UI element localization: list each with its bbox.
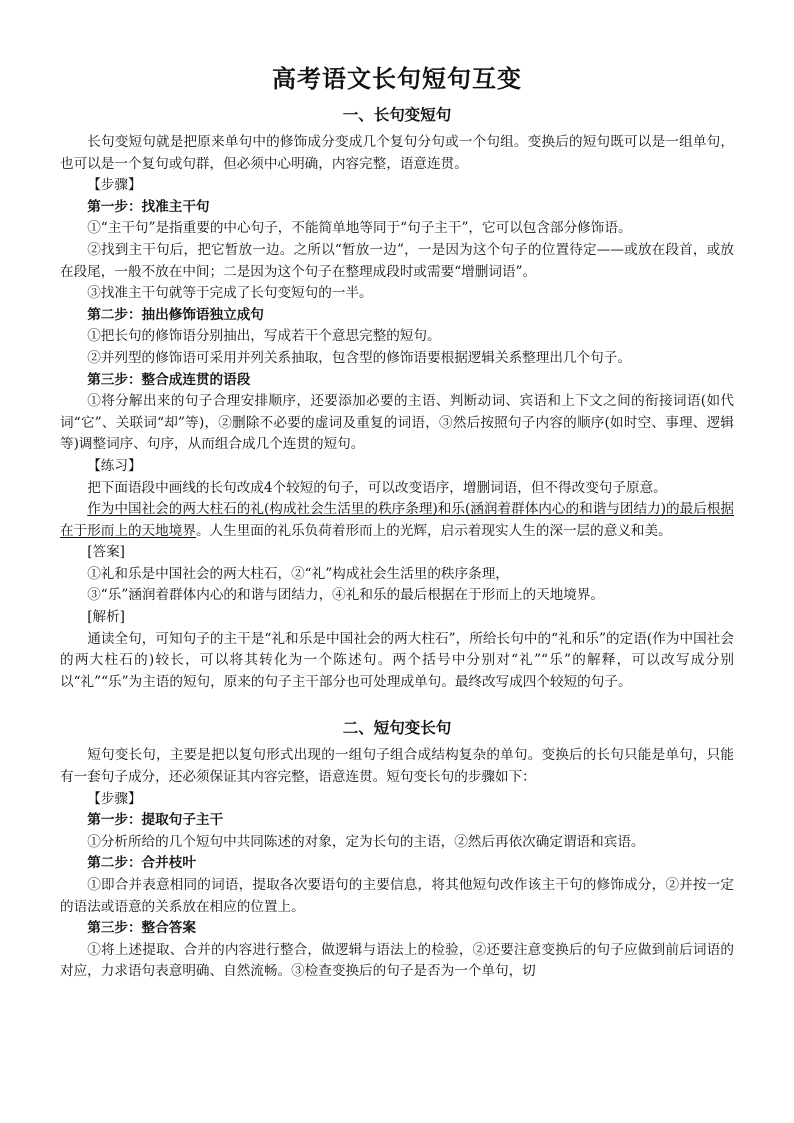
step-heading-2-3: 第三步：整合答案 [87, 920, 196, 937]
step-heading-2-1: 第一步：提取句子主干 [87, 812, 224, 829]
section-heading-short-to-long: 二、短句变长句 [342, 719, 452, 738]
practice-label: 【练习】 [87, 457, 142, 474]
step-heading-1-2: 第二步：抽出修饰语独立成句 [87, 306, 264, 323]
document-page [60, 62, 734, 983]
page-title: 高考语文长句短句互变 [272, 65, 522, 93]
answer-line-1: ①礼和乐是中国社会的两大柱石，②“礼”构成社会生活里的秩序条理， [87, 565, 509, 582]
paragraph-step1-point2: ②找到主干句后，把它暂放一边。之所以“暂放一边”，一是因为这个句子的位置待定——或放在段首，或放在段尾，一般不放在中间；二是因为这个句子在整理成段时或需要“增删词语”。 [60, 241, 734, 280]
step-heading-2-2: 第二步：合并枝叶 [87, 855, 196, 872]
practice-passage [60, 499, 734, 542]
analysis-label: [解析] [87, 609, 125, 626]
passage-remainder: 。人生里面的礼乐负荷着形而上的光辉，启示着现实人生的深一层的意义和美。 [195, 522, 672, 539]
answer-label: [答案] [87, 544, 125, 561]
underlined-long-sentence: 作为中国社会的两大柱石的礼(构成社会生活里的秩序条理)和乐(涵润着群体内心的和谐与团结力)的最后根据在于形而上的天地境界 [60, 501, 734, 539]
paragraph-step1-point1: ①“主干句”是指重要的中心句子，不能简单地等同于“句子主干”，它可以包含部分修饰语。 [87, 220, 632, 237]
paragraph-intro-2: 短句变长句，主要是把以复句形式出现的一组句子组合成结构复杂的单句。变换后的长句只能是单句，只能有一套句子成分，还必须保证其内容完整，语意连贯。短句变长句的步骤如下： [60, 747, 734, 786]
paragraph-s2-step3: ①将上述提取、合并的内容进行整合，做逻辑与语法上的检验，②还要注意变换后的句子应做到前后词语的对应，力求语句表意明确、自然流畅。③检查变换后的句子是否为一个单句，切 [60, 941, 734, 980]
paragraph-analysis: 通读全句，可知句子的主干是“礼和乐是中国社会的两大柱石”，所给长句中的“礼和乐”的定语(作为中国社会的两大柱石的)较长，可以将其转化为一个陈述句。两个括号中分别对“礼”“乐”的解释，可以改写成分别以“礼”“乐”为主语的短句，原来的句子主干部分也可处理成单句。最终改写成四个较短的句子。 [60, 630, 734, 690]
section-heading-long-to-short: 一、长句变短句 [342, 106, 452, 124]
paragraph-step3-point1: ①将分解出来的句子合理安排顺序，还要添加必要的主语、判断动词、宾语和上下文之间的衔接词语(如代词“它”、关联词“却”等)，②删除不必要的虚词及重复的词语，③然后按照句子内容的顺序(如时空、事理、逻辑等)调整词序、句序，从而组合成几个连贯的短句。 [60, 393, 734, 453]
paragraph-s2-step1: ①分析所给的几个短句中共同陈述的对象，定为长句的主语，②然后再依次确定谓语和宾语。 [87, 833, 645, 850]
step-heading-1-1: 第一步：找准主干句 [87, 198, 210, 215]
paragraph-step2-point1: ①把长句的修饰语分别抽出，写成若干个意思完整的短句。 [87, 328, 441, 345]
answer-line-2: ③“乐”涵润着群体内心的和谐与团结力，④礼和乐的最后根据在于形而上的天地境界。 [87, 587, 605, 604]
steps-label-1: 【步骤】 [87, 177, 142, 194]
paragraph-step1-point3: ③找准主干句就等于完成了长句变短句的一半。 [87, 285, 373, 302]
step-heading-1-3: 第三步：整合成连贯的语段 [87, 371, 251, 388]
paragraph-intro-1: 长句变短句就是把原来单句中的修饰成分变成几个复句分句或一个句组。变换后的短句既可以是一组单句，也可以是一个复句或句群，但必须中心明确，内容完整，语意连贯。 [60, 134, 734, 172]
steps-label-2: 【步骤】 [87, 790, 142, 807]
paragraph-step2-point2: ②并列型的修饰语可采用并列关系抽取，包含型的修饰语要根据逻辑关系整理出几个句子。 [87, 349, 631, 366]
paragraph-s2-step2: ①即合并表意相同的词语，提取各次要语句的主要信息，将其他短句改作该主干句的修饰成分，②并按一定的语法或语意的关系放在相应的位置上。 [60, 877, 734, 915]
paragraph-practice: 把下面语段中画线的长句改成4个较短的句子，可以改变语序，增删词语，但不得改变句子原意。 [87, 479, 667, 496]
